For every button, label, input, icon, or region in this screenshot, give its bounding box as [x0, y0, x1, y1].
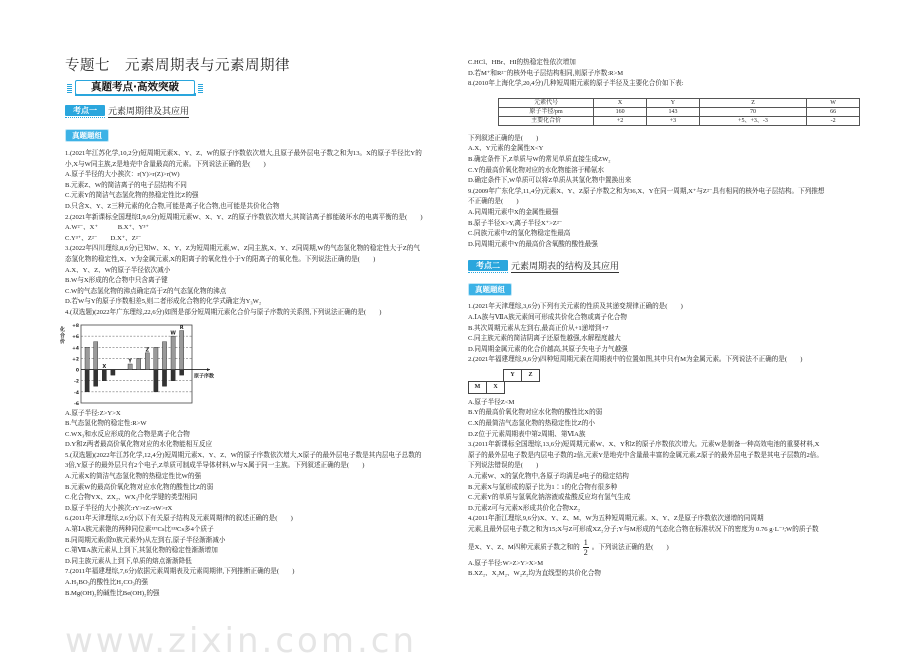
text-line: B.原子半径X>Y,离子半径X⁺>Z²⁻	[468, 219, 563, 227]
right-block5	[468, 559, 860, 580]
text-line: B.W与X形成的化合物中只含离子键	[65, 277, 168, 285]
y-tick-label: +4	[72, 345, 79, 351]
bar-label: X	[102, 363, 107, 370]
table-cell: +3	[647, 116, 700, 125]
text-line: C.元素Y的简洁气态氢化物的热稳定性比Z的强	[65, 192, 199, 200]
y-tick-label: -4	[74, 390, 79, 396]
text-line: D.Z位于元素周期表中第2周期、第ⅥA族	[468, 430, 586, 438]
section2-tag: 考点二	[468, 260, 508, 271]
bar-negative	[85, 369, 89, 391]
section2-heading	[468, 260, 860, 273]
text-line: D.只含X、Y、Z三种元素的化合物,可能是离子化合物,也可能是共价化合物	[65, 202, 280, 210]
text-line: B.气态氢化物的稳定性:R>W	[65, 420, 147, 428]
section1-group-tag: 真题题组	[66, 130, 108, 141]
text-line: 下列说法错误的是( )	[468, 462, 539, 470]
text-line: A.原子半径:W>Z>Y>X>M	[468, 559, 544, 567]
text-line: B.其次周期元素从左到右,最高正价从+1递增到+7	[468, 324, 609, 332]
bar-positive	[85, 347, 89, 369]
text-line: D.元素Z可与元素X形成共价化合物XZ₂	[468, 504, 581, 512]
text-line: 7.(2011年福建理综,7,6分)依据元素周期表及元素周期律,下列推断正确的是( )	[65, 568, 295, 576]
text-line: 3.(2011年新课标全国理综,13,6分)短周期元素W、X、Y和Z的原子序数依次增大。元素W是制备一种高效电池的重要材料,X	[468, 441, 820, 449]
text-line: A.X、Y、Z、W的原子半径依次减小	[65, 266, 171, 274]
right-block4	[468, 398, 860, 536]
text-line: B.元素Z、W的简洁离子的电子层结构不同	[65, 181, 187, 189]
table-cell: +5、+3、-3	[699, 116, 806, 125]
text-line: C.Y³⁺、Z²⁻ D.X⁺、Z²⁻	[65, 234, 142, 242]
table-cell: 元素代号	[499, 98, 594, 107]
table-cell: 主要化合价	[499, 116, 594, 125]
grid-cell-z: Z	[521, 369, 540, 382]
text-line: 2.(2021年福建理综,9,6分)四种短周期元素在周期表中的位置如图,其中只有M为金属元素。下列说法不正确的是( )	[468, 356, 803, 364]
bar-positive	[180, 330, 184, 369]
text-line: D.同周期金属元素的化合价越高,其原子失电子力气越强	[468, 345, 628, 353]
left-block1	[65, 149, 457, 319]
element-table	[498, 98, 860, 126]
bar-label: W	[170, 330, 176, 337]
section1-heading	[65, 105, 457, 118]
table-cell: +2	[594, 116, 647, 125]
bar-positive	[94, 341, 98, 369]
text-line: C.HCl、HBr、HI的热稳定性依次增加	[468, 59, 576, 66]
text-line: B.元素X与氢形成的原子比为1∶1的化合物有很多种	[468, 483, 618, 491]
text-line: 1.(2021年天津理综,3,6分)下列有关元素的性质及其递变规律正确的是( )	[468, 303, 683, 311]
bar-label: Z	[145, 346, 150, 353]
right-block1	[468, 58, 860, 90]
text-line: D.若W与Y的原子序数相差5,则二者形成化合物的化学式确定为Y₃W₂	[65, 298, 262, 306]
fraction-one-half	[583, 538, 589, 557]
text-line: B.确定条件下,Z单质与W的常见单质直接生成ZW₂	[468, 155, 611, 163]
table-row	[499, 98, 860, 107]
watermark: www.zixin.com.cn	[65, 621, 417, 661]
text-line: D.原子半径的大小挨次:rY>rZ>rW>rX	[65, 504, 173, 512]
text-line: B.Y的最高价氧化物对应水化物的酸性比X的弱	[468, 409, 603, 417]
section-banner	[65, 80, 205, 97]
bar-negative	[154, 369, 158, 391]
text-line: 下列叙述正确的是( )	[468, 134, 539, 142]
text-line: A.X、Y元素的金属性X<Y	[468, 145, 544, 153]
text-line: B.元素W的最高价氧化物对应水化物的酸性比Z的弱	[65, 483, 214, 491]
right-block2	[468, 134, 860, 251]
y-tick-label: +6	[72, 334, 79, 340]
q4-text-after: 。下列说法正确的是( )	[591, 543, 669, 551]
x-axis-label: 原子序数	[194, 373, 215, 380]
section2-title: 元素周期表的结构及其应用	[511, 261, 620, 272]
table-cell: 160	[594, 107, 647, 116]
dots-decoration-icon	[198, 84, 203, 93]
y-tick-label: -2	[74, 379, 79, 385]
fraction-numerator: 1	[583, 537, 588, 547]
bar-label: Y	[128, 358, 132, 364]
text-line: 元素,且最外层电子数之和为15;X与Z可形成XZ₂分子;Y与M形成的气态化合物在标准状况下的密度为 0.76 g·L⁻¹;W的质子数	[468, 526, 819, 533]
text-line: D.确定条件下,W单质可以将Z单质从其氢化物中置换出来	[468, 177, 632, 185]
text-line: 不正确的是( )	[468, 198, 519, 206]
text-line: D.同主族元素从上到下,单质的熔点渐渐降低	[65, 557, 192, 565]
text-line: C.第ⅦA族元素从上到下,其氢化物的稳定性渐渐增加	[65, 547, 218, 555]
banner-label: 真题考点·高效突破	[75, 80, 195, 95]
x-axis-arrow-icon	[207, 368, 210, 371]
y-axis-label-char: 合	[60, 332, 66, 339]
text-line: C.WX₃和水反应形成的化合物是离子化合物	[65, 430, 190, 438]
text-line: A.H₃BO₃的酸性比H₂CO₃的强	[65, 579, 149, 586]
bar-negative	[102, 369, 106, 380]
grid-cell-y: Y	[503, 369, 522, 382]
section1-title: 元素周期律及其应用	[108, 106, 190, 116]
text-line: C.W的气态氢化物的沸点确定高于Z的气态氢化物的沸点	[65, 287, 227, 295]
text-line: C.X的最简洁气态氢化物的热稳定性比Z的小	[468, 420, 595, 428]
bar-positive	[128, 364, 132, 370]
right-block3	[468, 302, 860, 366]
periodic-position-grid	[468, 369, 860, 396]
bar-positive	[162, 341, 166, 369]
text-line: A.原子半径的大小挨次：r(Y)>r(Z)>r(W)	[65, 171, 180, 179]
table-cell: Z	[699, 98, 806, 107]
left-block2	[65, 409, 457, 600]
bar-negative	[180, 369, 184, 375]
left-column	[60, 56, 457, 661]
text-line: C.同族元素中Z的氢化物稳定性最高	[468, 230, 571, 238]
dots-decoration-icon	[67, 84, 72, 93]
text-line: A.同周期元素中X的金属性最强	[468, 208, 559, 216]
section2-group-tag: 真题题组	[469, 284, 511, 295]
table-row	[499, 116, 860, 125]
bar-positive	[154, 347, 158, 369]
bar-positive	[145, 352, 149, 369]
text-line: 3倍,Y原子的最外层只有2个电子,Z单质可制成半导体材料,W与X属于同一主族。下列叙述正确的是( )	[65, 462, 365, 470]
grid-cell-x: X	[486, 381, 505, 394]
table-row	[499, 107, 860, 116]
text-line: A.原子半径:Z>Y>X	[65, 409, 121, 417]
text-line: 原子的最外层电子数是内层电子数的2倍,元素Y是地壳中含量最丰富的金属元素,Z原子的最外层电子数是其电子层数的2倍。	[468, 451, 823, 459]
bar-negative	[162, 369, 166, 386]
table-cell: 原子半径/pm	[499, 107, 594, 116]
table-cell: W	[807, 98, 860, 107]
fraction-denominator: 2	[583, 547, 588, 557]
text-line: 1.(2021年江苏化学,10,2分)短周期元素X、Y、Z、W的原子序数依次增大,且原子最外层电子数之和为13。X的原子半径比Y的	[65, 150, 422, 157]
bar-label: R	[179, 324, 184, 331]
text-line: B.Mg(OH)₂的碱性比Be(OH)₂的强	[65, 589, 160, 597]
text-line: 6.(2011年天津理综,2,6分)以下有关原子结构及元素周期律的叙述正确的是( )	[65, 515, 293, 523]
text-line: 小,X与W同主族,Z是地壳中含量最高的元素。下列说法正确的是( )	[65, 160, 266, 168]
text-line: B.XZ₂、X₂M₂、W₂Z₂均为直线型的共价化合物	[468, 570, 601, 578]
bar-negative	[171, 369, 175, 380]
text-line: C.化合物YX、ZX₂、WX₃中化学键的类型相同	[65, 494, 198, 502]
text-line: C.元素Y的单质与氢氧化钠溶液或盐酸反应均有氢气生成	[468, 494, 631, 502]
text-line: D.同周期元素中Y的最高价含氧酸的酸性最强	[468, 240, 598, 248]
text-line: 3.(2022年四川理综,8,6分)已知W、X、Y、Z为短周期元素,W、Z同主族,X、Y、Z同周期,W的气态氢化物的稳定性大于Z的气	[65, 245, 420, 253]
text-line: A.原子半径Z<M	[468, 398, 515, 406]
bar-negative	[111, 369, 115, 375]
text-line: 4.(双选题)(2022年广东理综,22,6分)如图是部分短周期元素化合价与原子序数的关系图,下列说法正确的是( )	[65, 308, 382, 316]
text-line: 8.(2010年上海化学,20,4分)几种短周期元素的原子半径及主要化合价如下表:	[468, 80, 684, 88]
text-line: 4.(2011年浙江理综,9,6分)X、Y、Z、M、W为五种短周期元素。X、Y、Z是原子序数依次递增的同周期	[468, 515, 764, 523]
y-tick-label: +8	[72, 323, 79, 329]
text-line: A.元素X的简洁气态氢化物的热稳定性比W的强	[65, 473, 202, 481]
text-line: 5.(双选题)(2022年江苏化学,12,4分)短周期元素X、Y、Z、W的原子序数依次增大,X原子的最外层电子数是其内层电子总数的	[65, 451, 422, 459]
text-line: A.元素W、X的氯化物中,各原子均满足8电子的稳定结构	[468, 473, 629, 481]
table-cell: X	[594, 98, 647, 107]
text-line: D.若M⁺和R²⁻的核外电子层结构相同,则原子序数:R>M	[468, 69, 624, 77]
text-line: A.ⅠA族与ⅦA族元素间可形成共价化合物或离子化合物	[468, 313, 627, 321]
text-line: C.同主族元素的简洁阴离子还原性越强,水解程度越大	[468, 335, 621, 343]
y-tick-label: 0	[75, 368, 79, 374]
valence-chart	[59, 322, 234, 406]
text-line: 2.(2021年新课标全国理综Ⅰ,9,6分)短周期元素W、X、Y、Z的原子序数依次增大,其简洁离子都能破坏水的电离平衡的是( )	[65, 213, 423, 221]
page-title: 专题七 元素周期表与元素周期律	[65, 58, 290, 74]
text-line: A.W²⁻、X⁺ B.X⁺、Y³⁺	[65, 224, 149, 232]
y-axis-label-char: 价	[60, 338, 66, 345]
y-tick-label: -6	[74, 401, 79, 406]
q4-text-before: 是X、Y、Z、M四种元素质子数之和的	[468, 543, 580, 551]
text-line: C.Y的最高价氧化物对应的水化物能溶于稀氨水	[468, 166, 605, 174]
section1-tag: 考点一	[65, 105, 105, 116]
table-cell: -2	[807, 116, 860, 125]
text-line: D.Y和Z两者最高价氧化物对应的水化物能相互反应	[65, 441, 213, 449]
text-line: 9.(2009年广东化学,11,4分)元素X、Y、Z原子序数之和为36,X、Y在同一周期,X⁺与Z²⁻具有相同的核外电子层结构。下列推想	[468, 187, 825, 195]
text-line: B.同周期元素(除0族元素外)从左到右,原子半径渐渐减小	[65, 536, 226, 544]
bar-positive	[137, 358, 141, 369]
table-cell: Y	[647, 98, 700, 107]
text-line: A.第ⅠA族元素铯的两种同位素¹³⁷Cs比¹³³Cs多4个质子	[65, 526, 214, 534]
y-tick-label: +2	[72, 356, 79, 362]
table-cell: 70	[699, 107, 806, 116]
bar-negative	[94, 369, 98, 386]
grid-cell-m: M	[468, 381, 487, 394]
text-line: 态氢化物的稳定性,X、Y为金属元素,X的阳离子的氧化性小于Y的阳离子的氧化性。下列说法正确的是( )	[65, 255, 376, 263]
y-axis-label-char: 化	[60, 326, 66, 333]
bar-positive	[171, 336, 175, 369]
table-cell: 143	[647, 107, 700, 116]
right-column	[468, 58, 860, 580]
q4-line3	[468, 538, 860, 557]
table-cell: 66	[807, 107, 860, 116]
